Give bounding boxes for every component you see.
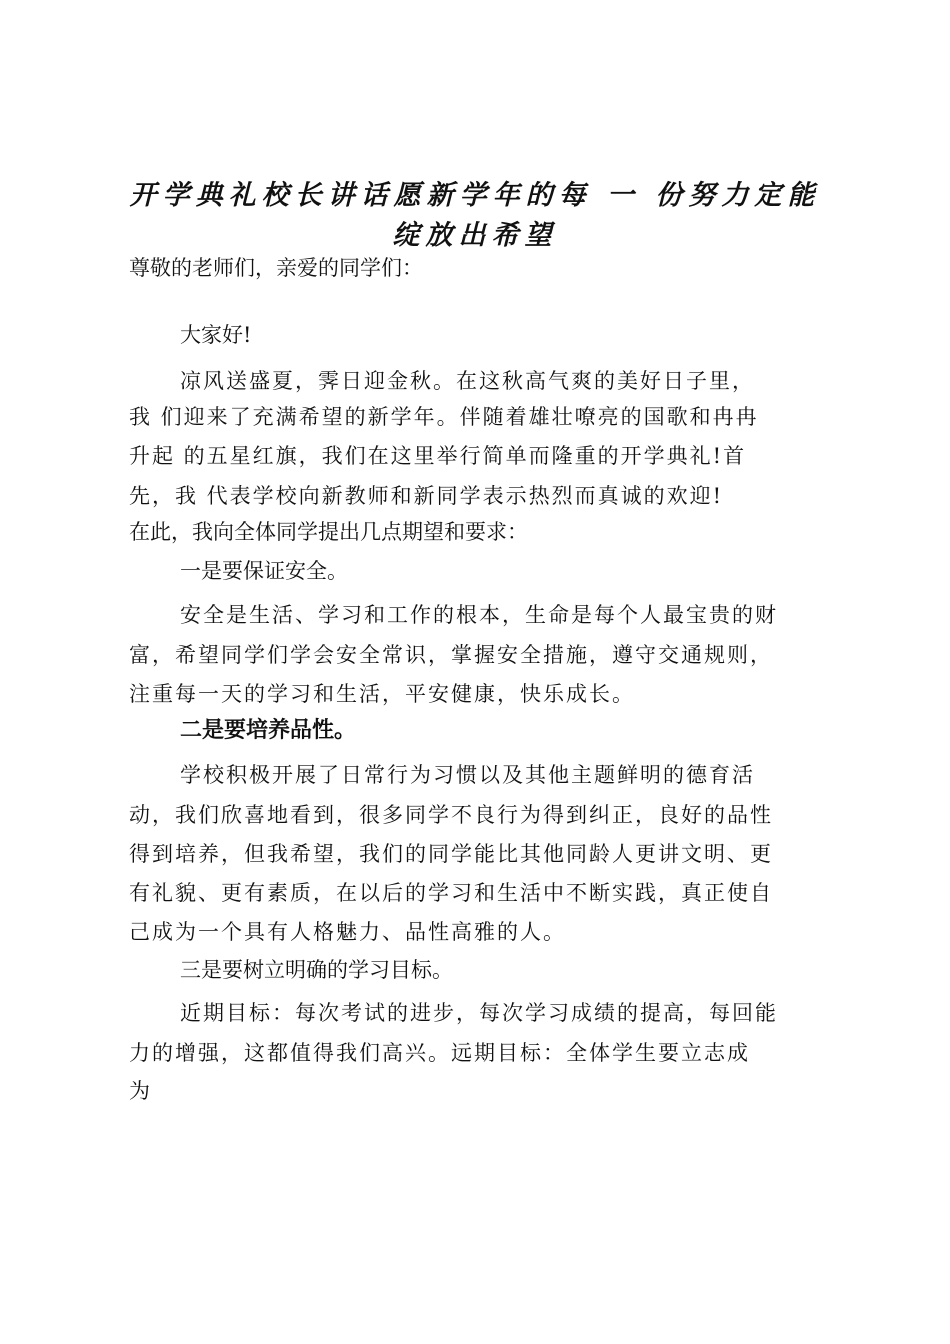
document-title — [120, 176, 830, 256]
paragraph-line: 得到培养，但我希望，我们的同学能比其他同龄人更讲文明、更 — [129, 842, 773, 866]
section-heading-3: 三是要树立明确的学习目标。 — [180, 958, 453, 982]
title-line-2: 绽放出希望 — [392, 220, 558, 251]
paragraph-line: 为 — [129, 1079, 150, 1103]
paragraph-line: 近期目标：每次考试的进步，每次学习成绩的提高，每回能 — [180, 1001, 778, 1025]
paragraph-line: 有礼貌、更有素质，在以后的学习和生活中不断实践，真正使自 — [129, 881, 773, 905]
greeting: 大家好! — [180, 323, 252, 347]
paragraph-line: 富，希望同学们学会安全常识，掌握安全措施，遵守交通规则， — [129, 643, 773, 667]
paragraph-line: 注重每一天的学习和生活，平安健康，快乐成长。 — [129, 682, 635, 706]
section-heading-1: 一是要保证安全。 — [180, 559, 348, 583]
paragraph-line: 我 们迎来了充满希望的新学年。伴随着雄壮嘹亮的国歌和冉冉 — [129, 405, 759, 429]
paragraph-line: 在此，我向全体同学提出几点期望和要求： — [129, 520, 528, 544]
paragraph-line: 升起 的五星红旗，我们在这里举行简单而隆重的开学典礼!首 — [129, 444, 747, 468]
paragraph-line: 己成为一个具有人格魅力、品性高雅的人。 — [129, 920, 566, 944]
paragraph-line: 动，我们欣喜地看到，很多同学不良行为得到纠正，良好的品性 — [129, 803, 773, 827]
paragraph-line: 先，我 代表学校向新教师和新同学表示热烈而真诚的欢迎! — [129, 484, 724, 508]
title-line-1: 开学典礼校长讲话愿新学年的每 一 份努力定能 — [129, 180, 821, 211]
section-heading-2: 二是要培养品性。 — [180, 718, 357, 743]
salutation: 尊敬的老师们，亲爱的同学们： — [129, 256, 423, 280]
paragraph-line: 凉风送盛夏，霁日迎金秋。在这秋高气爽的美好日子里， — [180, 369, 755, 393]
paragraph-line: 学校积极开展了日常行为习惯以及其他主题鲜明的德育活 — [180, 763, 755, 787]
paragraph-line: 力的增强，这都值得我们高兴。远期目标：全体学生要立志成 — [129, 1041, 750, 1065]
paragraph-line: 安全是生活、学习和工作的根本，生命是每个人最宝贵的财 — [180, 603, 778, 627]
